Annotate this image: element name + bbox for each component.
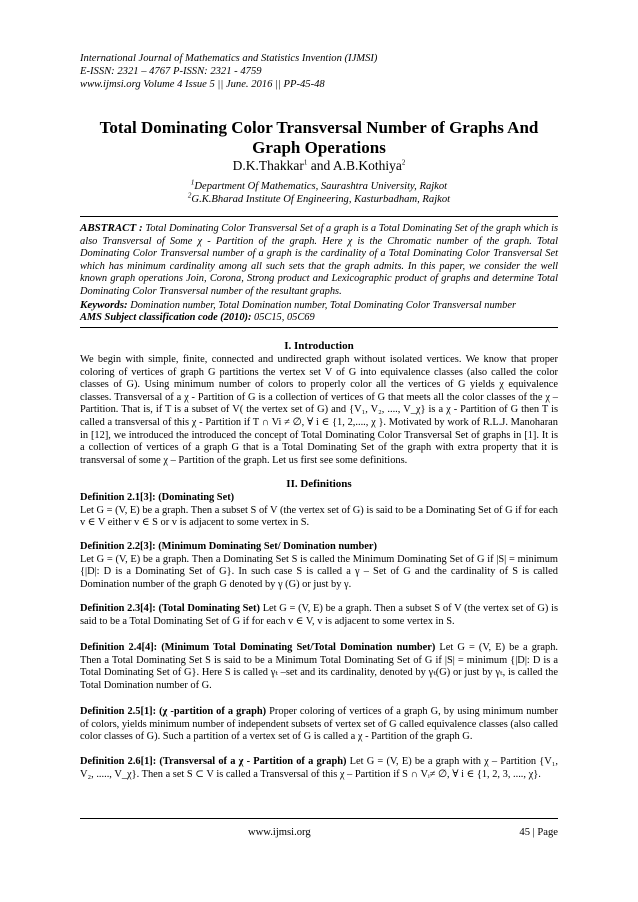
- author-1-sup: 1: [303, 158, 308, 167]
- paper-title: Total Dominating Color Transversal Number of Graphs And Graph Operations: [99, 118, 539, 157]
- definition-text: Let G = (V, E) be a graph. Then a subset S of V (the vertex set of G) is said to be a Dominating Set of G if for each v ∈ V either v ∈ S or v is adjacent to some vertex in S.: [80, 504, 558, 529]
- affiliation-1-sup: 1: [190, 178, 195, 187]
- abstract-bottom-rule: [80, 327, 558, 328]
- definition-2-5: [80, 706, 558, 744]
- definition-title: Definition 2.4[4]: (Minimum Total Dominating Set/Total Domination number): [80, 642, 436, 653]
- definition-title: Definition 2.2[3]: (Minimum Dominating Set/ Domination number): [80, 541, 377, 552]
- ams-codes: 05C15, 05C69: [251, 312, 315, 323]
- journal-issn: E-ISSN: 2321 – 4767 P-ISSN: 2321 - 4759: [80, 66, 262, 77]
- abstract-label: ABSTRACT :: [80, 222, 143, 234]
- keywords-label: Keywords:: [80, 299, 128, 311]
- journal-header: [80, 52, 558, 91]
- affiliation-1: Department Of Mathematics, Saurashtra University, Rajkot: [194, 181, 448, 192]
- section-heading-definitions: II. Definitions: [286, 478, 352, 490]
- definition-2-2: [80, 541, 558, 591]
- introduction-body: We begin with simple, finite, connected and undirected graph without isolated vertices. We know that proper coloring of vertices of graph G partitions the vertex set V of G into equivalence classes (also called the color classes of G). Using minimum number of colors to properly color all the vertices of G yields χ equivalence classes. Transversal of a χ - Partition of G is a collection of vertices of G that meets all the color classes of the χ – Partition. That is, if T is a subset of V( the vertex set of G) and {V₁, V₂, ...., V_χ} is a χ - Partition of G then T is called a transversal of this χ - Partition if T ∩ Vi ≠ ∅, ∀ i ∈ {1, 2,...., χ }. Motivated by work of R.L.J. Manoharan in [12], we introduced the introduced the concept of Total Dominating Color Transversal Set of graphs in [1]. It is a collection of vertices of a graph G that is a Total Dominating Set of the graph with extra property that it is transversal of some χ – Partition of the graph. Let us first see some definitions.: [80, 354, 558, 466]
- journal-name: International Journal of Mathematics and Statistics Invention (IJMSI): [80, 53, 378, 64]
- paper-page: [80, 0, 558, 902]
- ams-classification: [80, 312, 558, 325]
- definition-text: Let G = (V, E) be a graph. Then a subset S of V (the vertex set of G) is said to be a Total Dominating Set of G if for each v ∈ V, v is adjacent to some vertex in S.: [80, 603, 558, 627]
- paper-authors: [80, 158, 558, 174]
- definition-title: Definition 2.3[4]: (Total Dominating Set): [80, 603, 260, 614]
- footer-rule: [80, 818, 558, 819]
- author-2: and A.B.Kothiya: [307, 158, 402, 173]
- affiliation-2: G.K.Bharad Institute Of Engineering, Kasturbadham, Rajkot: [191, 194, 451, 205]
- definition-title: Definition 2.1[3]: (Dominating Set): [80, 492, 235, 503]
- definition-text: Let G = (V, E) be a graph. Then a Dominating Set S is called the Minimum Dominating Set of G if |S| = minimum {|D|: D is a Dominating Set of G}. In such case S is called a γ – Set of G and the cardinality of S is called Domination number of the graph G denoted by γ (G) or just by γ.: [80, 553, 558, 590]
- abstract-top-rule: [80, 216, 558, 217]
- keywords: [80, 299, 558, 313]
- definition-2-6: [80, 756, 558, 781]
- abstract: [80, 222, 558, 299]
- definition-2-4: [80, 642, 558, 692]
- definition-title: Definition 2.5[1]: (χ -partition of a graph): [80, 706, 267, 717]
- section-heading-introduction: I. Introduction: [284, 340, 354, 352]
- abstract-text: Total Dominating Color Transversal Set of a graph is a Total Dominating Set of the graph which is also Transversal of Some χ - Partition of the graph. Here χ is the Chromatic number of the graph. Total Dominating Color Transversal number of a graph is the cardinality of a Total Dominating Color Transversal Set which has minimum cardinality among all such sets that the graph admits. In this paper, we consider the well known graph operations Join, Corona, Strong product and Lexicographic product of graphs and determine Total Dominating Color Transversal number of the resultant graphs.: [80, 223, 559, 297]
- definition-text: Let G = (V, E) be a graph. Then a Total Dominating Set S is said to be a Minimum Total Dominating Set of G if |S| = minimum {|D|: D is a Total Dominating Set of G}. Here S is called γₜ –set and its cardinality, denoted by γₜ(G) or just by γₜ, is called the Total Domination number of G.: [80, 642, 558, 691]
- ams-label: AMS Subject classification code (2010):: [80, 312, 252, 323]
- journal-issue: www.ijmsi.org Volume 4 Issue 5 || June. 2016 || PP-45-48: [80, 79, 325, 90]
- keywords-text: Domination number, Total Domination number, Total Dominating Color Transversal number: [127, 300, 517, 311]
- definition-text: Proper coloring of vertices of a graph G, by using minimum number of colors, yields minimum number of independent subsets of vertex set of G called equivalence classes (also called color classes of G). Such a partition of a vertex set of G is called a χ - Partition of the graph G.: [80, 706, 558, 743]
- definition-2-1: [80, 492, 558, 530]
- definition-text: Let G = (V, E) be a graph with χ – Partition {V₁, V₂, ....., V_χ}. Then a set S ⊂ V is called a Transversal of this χ – Partition if S ∩ Vᵢ≠ ∅, ∀ i ∈ {1, 2, 3, ...., χ}.: [80, 756, 558, 780]
- page-number: 45 | Page: [519, 827, 558, 838]
- author-2-sup: 2: [401, 158, 406, 167]
- affiliations: [80, 180, 558, 206]
- affiliation-2-sup: 2: [187, 191, 192, 200]
- author-1: D.K.Thakkar: [232, 158, 304, 173]
- footer-website-link[interactable]: www.ijmsi.org: [248, 827, 311, 838]
- definition-title: Definition 2.6[1]: (Transversal of a χ - Partition of a graph): [80, 756, 347, 767]
- definition-2-3: [80, 603, 558, 628]
